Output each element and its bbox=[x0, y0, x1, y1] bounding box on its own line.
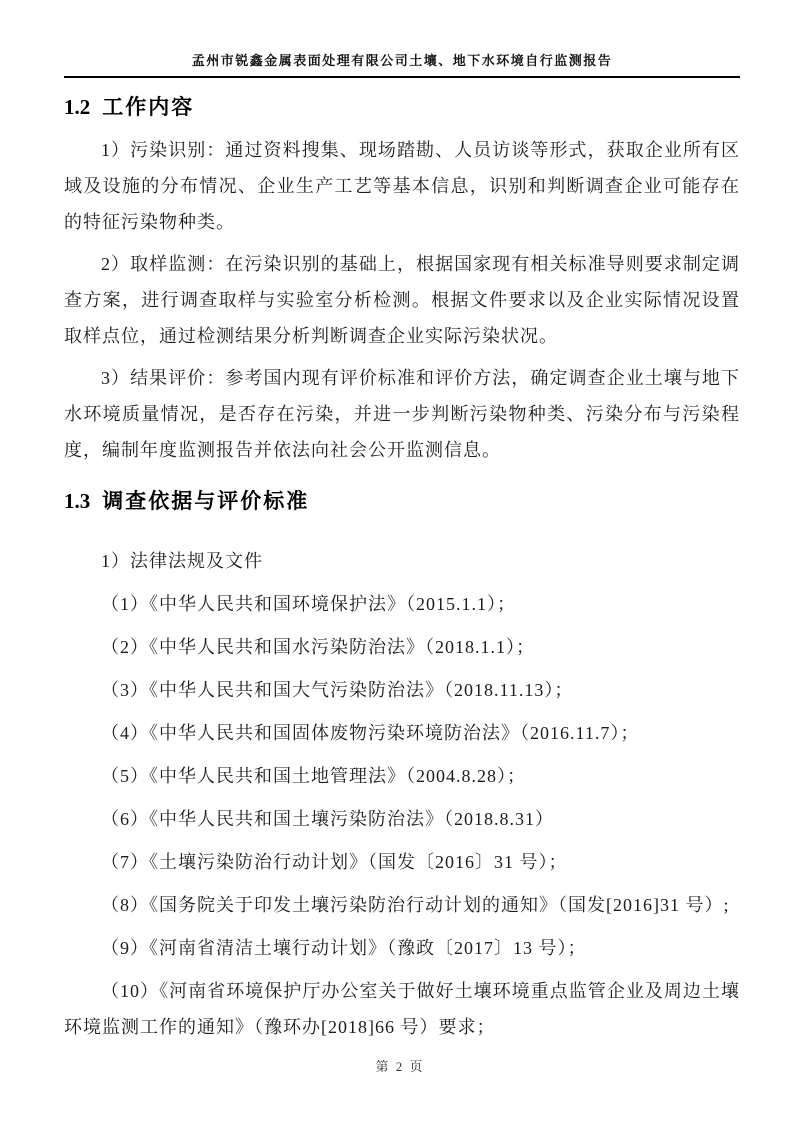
section-number: 1.2 bbox=[64, 95, 91, 119]
paragraph-pollution-identification: 1）污染识别：通过资料搜集、现场踏勘、人员访谈等形式，获取企业所有区域及设施的分布情况、企业生产工艺等基本信息，识别和判断调查企业可能存在的特征污染物种类。 bbox=[64, 140, 740, 232]
list-item: （9）《河南省清洁土壤行动计划》（豫政〔2017〕13 号）； bbox=[101, 938, 587, 958]
subsection-laws-and-documents: 1）法律法规及文件 bbox=[101, 551, 263, 571]
section-1-2-body bbox=[64, 132, 740, 468]
list-item: （1）《中华人民共和国环境保护法》（2015.1.1）； bbox=[101, 594, 516, 614]
list-item: （8）《国务院关于印发土壤污染防治行动计划的通知》（国发[2016]31 号）; bbox=[101, 895, 730, 915]
section-heading-1-2 bbox=[64, 92, 740, 123]
page-number-footer: 第 2 页 bbox=[375, 1059, 425, 1074]
list-item: （5）《中华人民共和国土地管理法》（2004.8.28）； bbox=[101, 766, 526, 786]
list-item: （7）《土壤污染防治行动计划》（国发〔2016〕31 号）； bbox=[101, 852, 568, 872]
section-title: 调查依据与评价标准 bbox=[102, 490, 310, 513]
list-item: （3）《中华人民共和国大气污染防治法》（2018.11.13）； bbox=[101, 680, 574, 700]
list-item: （6）《中华人民共和国土壤污染防治法》（2018.8.31） bbox=[101, 809, 554, 829]
section-title: 工作内容 bbox=[102, 96, 195, 119]
header-rule bbox=[64, 76, 740, 78]
list-item: （4）《中华人民共和国固体废物污染环境防治法》（2016.11.7）； bbox=[101, 723, 640, 743]
running-header-title: 孟州市锐鑫金属表面处理有限公司土壤、地下水环境自行监测报告 bbox=[191, 53, 613, 68]
section-heading-1-3 bbox=[64, 486, 740, 517]
legal-reference-list bbox=[64, 586, 740, 1045]
paragraph-result-evaluation: 3）结果评价：参考国内现有评价标准和评价方法，确定调查企业土壤与地下水环境质量情况，是否存在污染，并进一步判断污染物种类、污染分布与污染程度，编制年度监测报告并依法向社会公开监测信息。 bbox=[64, 368, 740, 460]
section-number: 1.3 bbox=[64, 489, 91, 513]
list-item: （2）《中华人民共和国水污染防治法》（2018.1.1）； bbox=[101, 637, 535, 657]
paragraph-sampling-monitoring: 2）取样监测：在污染识别的基础上，根据国家现有相关标准导则要求制定调查方案，进行调查取样与实验室分析检测。根据文件要求以及企业实际情况设置取样点位，通过检测结果分析判断调查企业实际污染状况。 bbox=[64, 254, 740, 346]
list-item: （10）《河南省环境保护厅办公室关于做好土壤环境重点监管企业及周边土壤环境监测工作的通知》（豫环办[2018]66 号）要求； bbox=[64, 981, 740, 1037]
